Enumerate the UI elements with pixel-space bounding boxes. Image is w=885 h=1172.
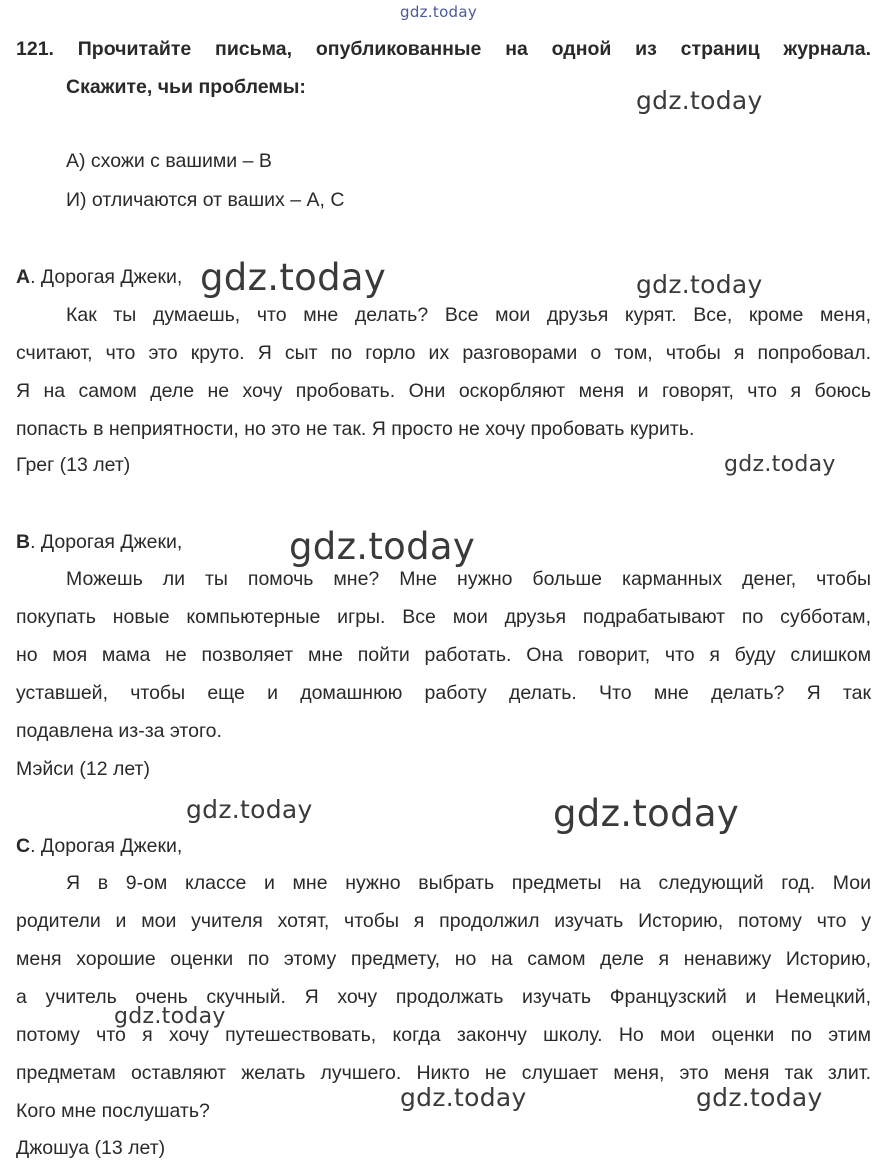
letter-c-label: C — [16, 835, 31, 857]
letter-a-greeting-text: . Дорогая Джеки, — [30, 266, 183, 288]
letter-c-line: Я в 9-ом классе и мне нужно выбрать предметы на следующий год. Мои — [66, 872, 871, 894]
letter-c-line: родители и мои учителя хотят, чтобы я продолжил изучать Историю, потому что у — [16, 910, 871, 932]
letter-a-line: Как ты думаешь, что мне делать? Все мои друзья курят. Все, кроме меня, — [66, 304, 871, 326]
watermark: gdz.today — [400, 3, 478, 21]
watermark: gdz.today — [696, 1083, 823, 1112]
watermark: gdz.today — [289, 525, 476, 568]
watermark: gdz.today — [400, 1083, 527, 1112]
letter-a-line: попасть в неприятности, но это не так. Я просто не хочу пробовать курить. — [16, 418, 695, 440]
letter-b-greeting-text: . Дорогая Джеки, — [30, 531, 183, 553]
watermark: gdz.today — [114, 1004, 226, 1029]
task-number: 121. — [16, 38, 54, 60]
letter-c-line: меня хорошие оценки по этому предмету, но на самом деле я ненавижу Историю, — [16, 948, 871, 970]
letter-a-signature: Грег (13 лет) — [16, 454, 131, 476]
letter-b-line: покупать новые компьютерные игры. Все мои друзья подрабатывают по субботам, — [16, 606, 871, 628]
task-instruction-line1 — [16, 37, 871, 61]
watermark: gdz.today — [200, 256, 387, 299]
letter-b-line: подавлена из-за этого. — [16, 720, 222, 742]
letter-c-line: а учитель очень скучный. Я хочу продолжать изучать Французский и Немецкий, — [16, 986, 871, 1008]
letter-c-signature: Джошуа (13 лет) — [16, 1137, 166, 1159]
letter-c-greeting — [16, 834, 871, 858]
watermark: gdz.today — [553, 792, 740, 835]
watermark: gdz.today — [636, 86, 763, 115]
letter-a-line: считают, что это круто. Я сыт по горло их разговорами о том, чтобы я попробовал. — [16, 342, 871, 364]
letter-b-signature: Мэйси (12 лет) — [16, 758, 150, 780]
letter-c-line: предметам оставляют желать лучшего. Никто не слушает меня, это меня так злит. — [16, 1062, 871, 1084]
answer-i: И) отличаются от ваших – А, С — [66, 189, 345, 211]
watermark: gdz.today — [636, 270, 763, 299]
letter-b-line: уставшей, чтобы еще и домашнюю работу делать. Что мне делать? Я так — [16, 682, 871, 704]
letter-c-line: Кого мне послушать? — [16, 1100, 210, 1122]
letter-a-line: Я на самом деле не хочу пробовать. Они оскорбляют меня и говорят, что я боюсь — [16, 380, 871, 402]
letter-b-line: но моя мама не позволяет мне пойти работать. Она говорит, что я буду слишком — [16, 644, 871, 666]
letter-a-label: A — [16, 266, 31, 288]
task-instruction-line2: Скажите, чьи проблемы: — [66, 76, 306, 98]
answer-a: А) схожи с вашими – В — [66, 150, 272, 172]
letter-c-line: потому что я хочу путешествовать, когда закончу школу. Но мои оценки по этим — [16, 1024, 871, 1046]
letter-b-label: B — [16, 531, 31, 553]
task-instruction-text: Прочитайте письма, опубликованные на одной из страниц журнала. — [77, 38, 872, 60]
watermark: gdz.today — [186, 795, 313, 824]
watermark: gdz.today — [724, 452, 836, 477]
letter-b-line: Можешь ли ты помочь мне? Мне нужно больше карманных денег, чтобы — [66, 568, 871, 590]
letter-c-greeting-text: . Дорогая Джеки, — [30, 835, 183, 857]
